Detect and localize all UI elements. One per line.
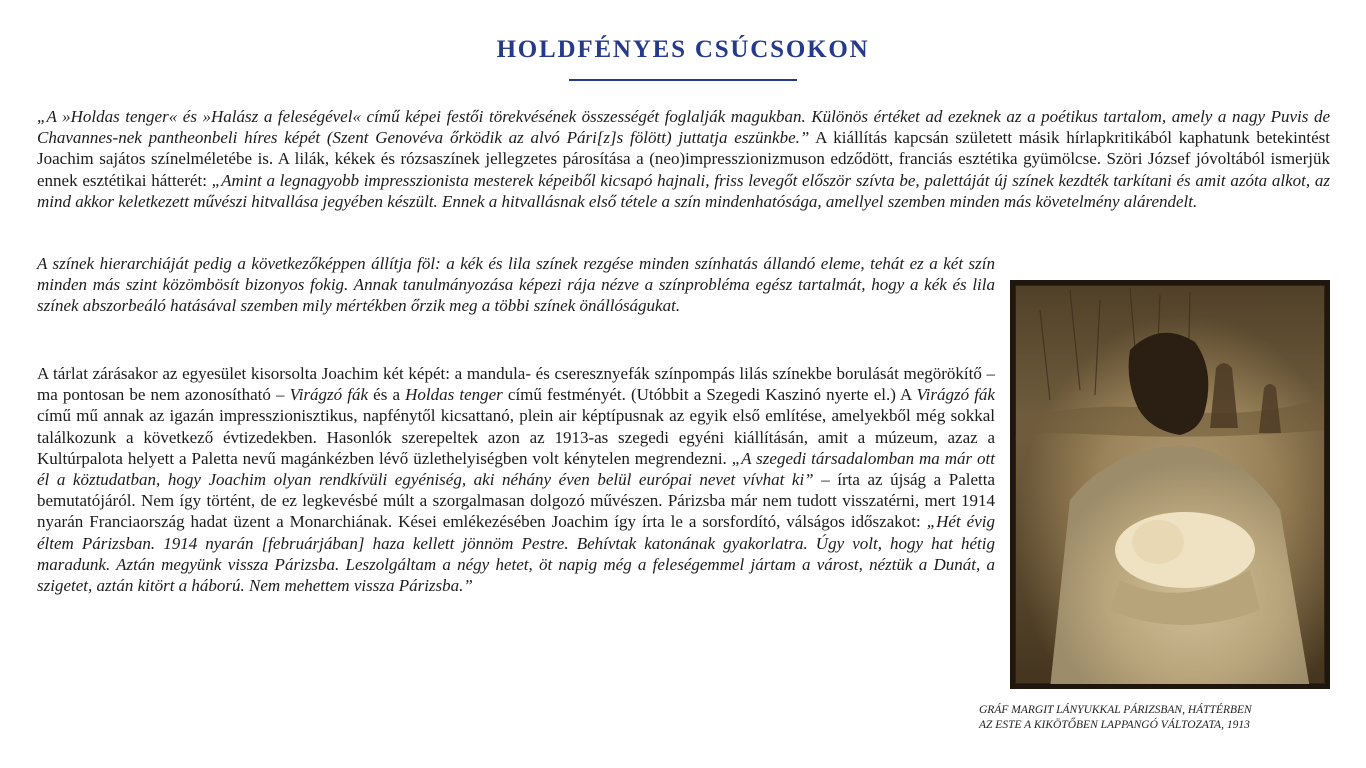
page-title: HOLDFÉNYES CSÚCSOKON: [496, 36, 870, 63]
paragraph-2-text-1: A tárlat zárásakor az egyesület kisorsolta Joachim két képét: a mandula- és cseresznyefák színpompás lilás színekbe borulását megörökítő – ma pontosan be nem azonosítható –: [37, 364, 995, 405]
paragraph-2-text-2: és a: [368, 385, 406, 405]
title-viragzo-fak-2: Virágzó fák: [916, 385, 995, 405]
paragraph-2: [37, 363, 995, 596]
title-viragzo-fak: Virágzó fák: [289, 385, 369, 405]
caption-line-1: GRÁF MARGIT LÁNYUKKAL PÁRIZSBAN, HÁTTÉRBEN: [979, 704, 1252, 716]
quote-newspaper: „A szegedi társadalomban ma már ott él a köztudatban, hogy Joachim olyan rendkívüli egyéniség, aki néhány éven belül európai nevet vívhat ki”: [37, 448, 995, 490]
sepia-photograph: [1010, 280, 1330, 689]
paragraph-2-text-3: című festményét. (Utóbbit a Szegedi Kaszinó nyerte el.) A: [502, 385, 917, 405]
paragraph-1-top: [37, 106, 1330, 212]
photo-illustration: [1010, 280, 1330, 689]
paragraph-1-bottom: [37, 253, 995, 317]
caption-line-2-post: , 1913: [1221, 719, 1250, 731]
photo-caption: [979, 703, 1349, 733]
caption-line-2-title: LAPPANGÓ VÁLTOZATA: [1100, 719, 1222, 731]
caption-line-2-pre: AZ ESTE A KIKÖTŐBEN: [979, 719, 1101, 731]
title-underline: [569, 79, 797, 81]
paragraph-2-text-4: című mű annak az igazán impresszionisztikus, napfénytől kicsattanó, plein air képtípusnak az egyik első említése, amelyekből még sokkal találkozunk a következő évtizedekben. Hasonlók szerepeltek azon az 1913-as szegedi egyéni kiállításán, amit a múzeum, azaz a Kultúrpalota helyett a Paletta nevű magánkézben lévő üzlethelyiségben volt kénytelen megrendezni.: [37, 406, 995, 468]
quote-chavannes: „A »Holdas tenger« és »Halász a feleségével« című képei festői törekvésének összességét foglalják magukban. Különös értéket ad ezeknek az a poétikus tartalom, amely a nagy Puvis de Chavannes-nek pantheonbeli híres képét (Szent Genovéva őrködik az alvó Pári[z]s fölött) juttatja eszünkbe.”: [37, 107, 1330, 148]
caption-line-2: [979, 718, 1349, 733]
quote-joachim-memoir: „Hét évig éltem Párizsban. 1914 nyarán [februárjában] haza kellett jönnöm Pestre. Behívtak katonának gyakorlatra. Úgy volt, hogy hat hétig maradunk. Aztán megyünk vissza Párizsba. Leszolgáltam a négy hetet, öt napig még a feleségemmel jártam a várost, néztük a Dunát, a szigetet, aztán kitört a háború. Nem mehettem vissza Párizsba.”: [37, 512, 995, 596]
quote-szori-part1: „Amint a legnagyobb impresszionista mesterek képeiből kicsapó hajnali, friss levegőt először szívta be, palettáját új színek kezdték tarkítani és amit azóta alkot, az mind akkor keletkezett művészi hitvallása jegyében készült. Ennek a hitvallásnak első tétele a szín mindenhatósága, amellyel szemben minden más követelmény alárendelt.: [37, 170, 1330, 211]
paragraph-2-text-5: – írta az újság a Paletta bemutatójáról. Nem így történt, de ez legkevésbé múlt a szorgalmasan dolgozó művészen. Párizsba már nem tudott visszatérni, mert 1914 nyarán Franciaország hadat üzent a Monarchiának. Kései emlékezésében Joachim így írta le a sorsfordító, válságos időszakot:: [37, 470, 995, 532]
title-holdas-tenger: Holdas tenger: [405, 385, 503, 405]
quote-szori-part2: A színek hierarchiáját pedig a következőképpen állítja föl: a kék és lila színek rezgése minden színhatás állandó eleme, tehát ez a két szín minden más szint közömbösít bizonyos fokig. Annak tanulmányozása képezi rája nézve a színprobléma egész tartalmát, hogy a kék és lila színek abszorbeáló hatásával szemben mily mértékben őrzik meg a többi színek önállóságukat.: [37, 254, 995, 316]
paragraph-1-text: A kiállítás kapcsán született másik hírlapkritikából kaphatunk betekintést Joachim sajátos színelméletébe is. A lilák, kékek és rózsaszínek jellegzetes párosítása a (neo)impresszionizmuson edződött, franciás esztétika gyümölcse. Szöri József jóvoltából ismerjük ennek esztétikai hátterét:: [37, 128, 1330, 190]
